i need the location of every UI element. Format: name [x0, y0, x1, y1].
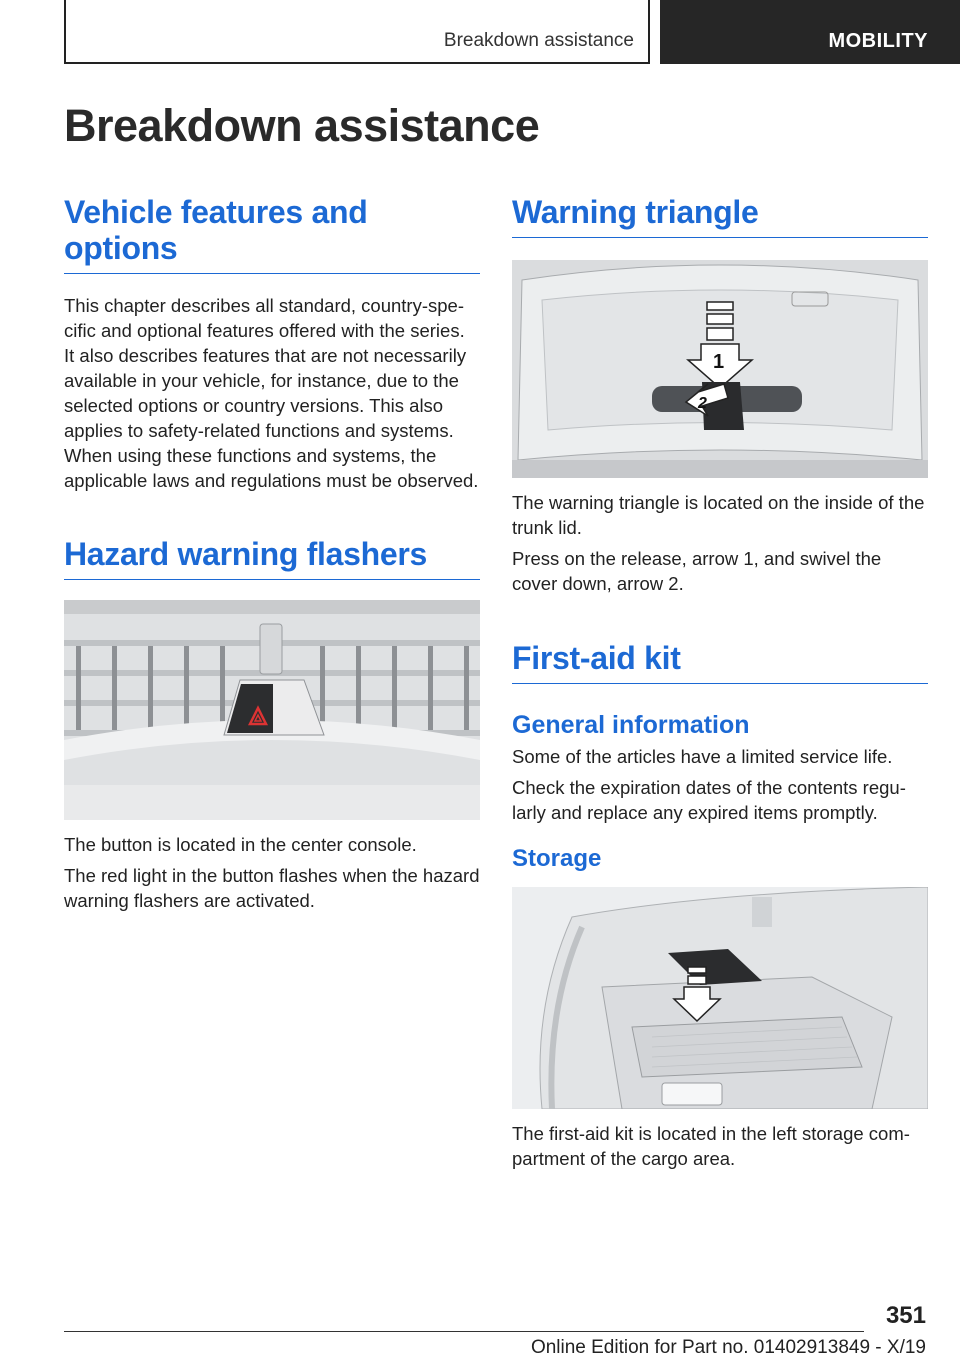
header-chapter-title: MOBILITY	[828, 30, 928, 52]
vehicle-features-body: This chapter describes all standard, country-specific and optional features offered with the series. It also describes features that are not necessarily available in your vehicle, for instance, due to the selected options or country versions. This also applies to safety-related functions and systems. When using these functions and systems, the applicable laws and regulations must be observed.	[64, 295, 479, 491]
footer-edition: Online Edition for Part no. 01402913849 - X/19	[530, 1337, 926, 1358]
footer-divider	[64, 1331, 864, 1332]
warning-triangle-para-1: The warning triangle is located on the inside of the trunk lid.	[512, 492, 925, 538]
hazard-para-1: The button is located in the center console.	[64, 834, 417, 855]
general-info-para-1: Some of the articles have a limited service life.	[512, 746, 893, 767]
heading-vehicle-features: Vehicle features and options	[64, 194, 480, 274]
heading-general-information: General information	[512, 711, 750, 739]
page-title: Breakdown assistance	[64, 100, 540, 151]
warning-triangle-image	[512, 260, 928, 478]
heading-first-aid-kit: First-aid kit	[512, 640, 928, 684]
header-chapter-box	[660, 0, 960, 64]
hazard-button-image	[64, 600, 480, 820]
first-aid-storage-image	[512, 887, 928, 1109]
arrow-1-label: 1	[713, 351, 725, 373]
general-info-para-2: Check the expiration dates of the contents regularly and replace any expired items promptly.	[512, 777, 906, 823]
header-section-title: Breakdown assistance	[443, 30, 634, 51]
header-section-box	[64, 0, 650, 64]
heading-hazard-warning: Hazard warning flashers	[64, 536, 480, 580]
left-column	[64, 194, 480, 913]
arrow-2-label: 2	[698, 395, 707, 412]
storage-para: The first-aid kit is located in the left storage compartment of the cargo area.	[512, 1123, 910, 1169]
warning-triangle-para-2: Press on the release, arrow 1, and swivel the cover down, arrow 2.	[512, 548, 882, 594]
hazard-para-2: The red light in the button flashes when the hazard warning flashers are activated.	[64, 865, 480, 911]
page-number: 351	[885, 1302, 926, 1329]
heading-storage: Storage	[512, 845, 602, 872]
right-column	[512, 194, 928, 1171]
heading-warning-triangle: Warning triangle	[512, 194, 928, 238]
